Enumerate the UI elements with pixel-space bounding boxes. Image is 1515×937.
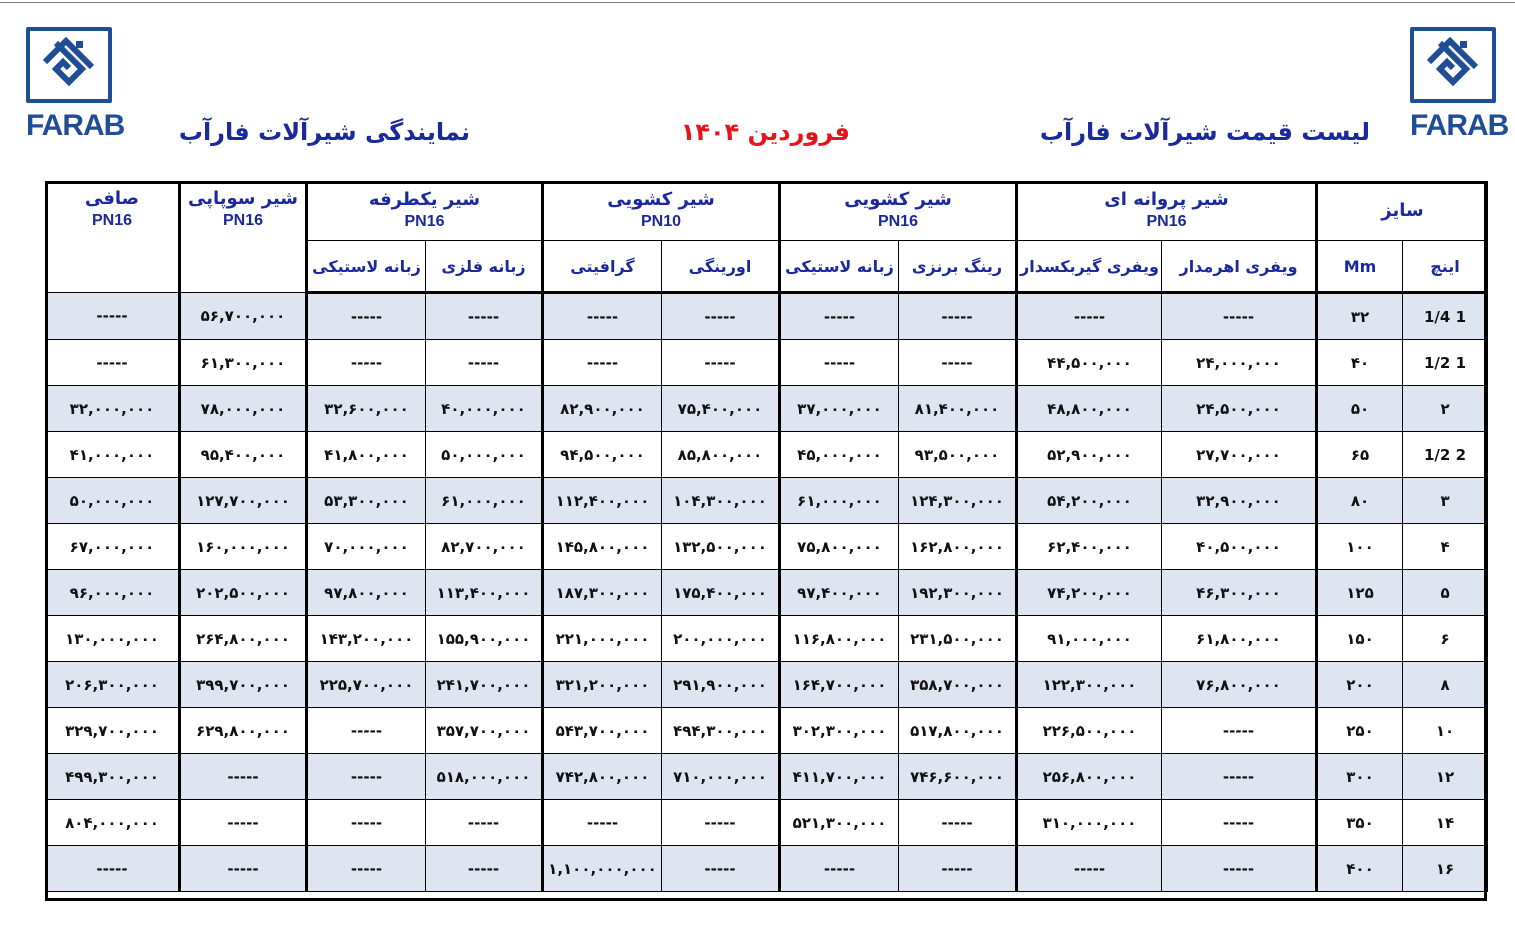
price-cell: ۱۸۷,۳۰۰,۰۰۰ bbox=[543, 570, 662, 616]
table-row bbox=[46, 524, 1488, 570]
price-cell: ۷۰,۰۰۰,۰۰۰ bbox=[307, 524, 426, 570]
size-mm-cell: ۳۲ bbox=[1317, 293, 1403, 340]
size-mm-cell: ۶۵ bbox=[1317, 432, 1403, 478]
price-cell: ۱,۱۰۰,۰۰۰,۰۰۰ bbox=[543, 846, 662, 892]
price-cell: ۳۲۱,۲۰۰,۰۰۰ bbox=[543, 662, 662, 708]
price-cell: ۱۷۵,۴۰۰,۰۰۰ bbox=[662, 570, 780, 616]
size-header-label: سایز bbox=[1381, 200, 1424, 221]
price-cell: ۲۶۴,۸۰۰,۰۰۰ bbox=[180, 616, 307, 662]
price-cell: ۷۱۰,۰۰۰,۰۰۰ bbox=[662, 754, 780, 800]
table-row bbox=[46, 293, 1488, 340]
price-cell: ۲۴,۰۰۰,۰۰۰ bbox=[1162, 340, 1317, 386]
price-cell: ----- bbox=[1017, 293, 1162, 340]
price-cell: ----- bbox=[180, 800, 307, 846]
size-mm-cell: ۴۰ bbox=[1317, 340, 1403, 386]
size-inch-cell: ۸ bbox=[1403, 662, 1488, 708]
price-cell: ----- bbox=[307, 708, 426, 754]
price-cell: ۷۴۲,۸۰۰,۰۰۰ bbox=[543, 754, 662, 800]
price-list-date: فروردین ۱۴۰۴ bbox=[680, 118, 850, 146]
logo-text: FARAB bbox=[26, 109, 125, 142]
price-cell: ۹۷,۸۰۰,۰۰۰ bbox=[307, 570, 426, 616]
price-cell: ۸۲,۷۰۰,۰۰۰ bbox=[426, 524, 543, 570]
price-table-body bbox=[46, 293, 1488, 892]
price-cell: ۷۴۶,۶۰۰,۰۰۰ bbox=[899, 754, 1017, 800]
size-mm-cell: ۳۵۰ bbox=[1317, 800, 1403, 846]
table-row bbox=[46, 616, 1488, 662]
table-row bbox=[46, 478, 1488, 524]
price-cell: ----- bbox=[180, 754, 307, 800]
price-cell: ۴۴,۵۰۰,۰۰۰ bbox=[1017, 340, 1162, 386]
price-cell: ----- bbox=[543, 800, 662, 846]
price-cell: ۶۱,۰۰۰,۰۰۰ bbox=[780, 478, 899, 524]
price-cell: ۹۷,۴۰۰,۰۰۰ bbox=[780, 570, 899, 616]
price-cell: ۹۶,۰۰۰,۰۰۰ bbox=[46, 570, 180, 616]
price-cell: ۲۳۱,۵۰۰,۰۰۰ bbox=[899, 616, 1017, 662]
price-cell: ----- bbox=[307, 846, 426, 892]
table-row bbox=[46, 800, 1488, 846]
price-cell: ۱۹۲,۳۰۰,۰۰۰ bbox=[899, 570, 1017, 616]
price-cell: ----- bbox=[899, 293, 1017, 340]
size-inch-cell: ۶ bbox=[1403, 616, 1488, 662]
subheader: زبانه لاستیکی bbox=[307, 241, 426, 293]
subheader: ویفری اهرمدار bbox=[1162, 241, 1317, 293]
price-cell: ۶۱,۸۰۰,۰۰۰ bbox=[1162, 616, 1317, 662]
size-mm-cell: ۳۰۰ bbox=[1317, 754, 1403, 800]
price-cell: ۵۳,۳۰۰,۰۰۰ bbox=[307, 478, 426, 524]
price-cell: ۴۹۴,۳۰۰,۰۰۰ bbox=[662, 708, 780, 754]
price-cell: ۳۵۷,۷۰۰,۰۰۰ bbox=[426, 708, 543, 754]
size-inch-cell: ۱۶ bbox=[1403, 846, 1488, 892]
group-header bbox=[780, 182, 1017, 241]
price-cell: ۱۰۴,۳۰۰,۰۰۰ bbox=[662, 478, 780, 524]
group-title: شیر کشویی bbox=[844, 189, 952, 210]
price-cell: ۵۴۳,۷۰۰,۰۰۰ bbox=[543, 708, 662, 754]
group-pn: PN16 bbox=[1146, 213, 1187, 230]
size-mm-cell: ۱۵۰ bbox=[1317, 616, 1403, 662]
price-cell: ۹۵,۴۰۰,۰۰۰ bbox=[180, 432, 307, 478]
price-cell: ۴۱,۰۰۰,۰۰۰ bbox=[46, 432, 180, 478]
price-cell: ----- bbox=[426, 846, 543, 892]
subheader: ویفری گیربکسدار bbox=[1017, 241, 1162, 293]
price-cell: ۴۶,۳۰۰,۰۰۰ bbox=[1162, 570, 1317, 616]
group-title: شیر کشویی bbox=[607, 189, 715, 210]
price-cell: ----- bbox=[1162, 846, 1317, 892]
subheader: اینچ bbox=[1403, 241, 1488, 293]
price-cell: ----- bbox=[46, 293, 180, 340]
size-inch-cell: ۳ bbox=[1403, 478, 1488, 524]
size-inch-cell: ۱۰ bbox=[1403, 708, 1488, 754]
price-cell: ۲۲۵,۷۰۰,۰۰۰ bbox=[307, 662, 426, 708]
price-cell: ۴۱۱,۷۰۰,۰۰۰ bbox=[780, 754, 899, 800]
group-header bbox=[543, 182, 780, 241]
price-cell: ----- bbox=[662, 340, 780, 386]
group-pn: PN16 bbox=[877, 213, 919, 230]
price-cell: ۳۲,۰۰۰,۰۰۰ bbox=[46, 386, 180, 432]
size-mm-cell: ۸۰ bbox=[1317, 478, 1403, 524]
size-inch-cell: ۱۲ bbox=[1403, 754, 1488, 800]
page-title: لیست قیمت شیرآلات فارآب bbox=[1039, 118, 1370, 146]
group-header bbox=[180, 182, 307, 293]
price-cell: ۲۰۶,۳۰۰,۰۰۰ bbox=[46, 662, 180, 708]
subheader: Mm bbox=[1317, 241, 1403, 293]
subheader: گرافیتی bbox=[543, 241, 662, 293]
size-inch-cell: 1 1/2 bbox=[1403, 340, 1488, 386]
group-pn: PN16 bbox=[404, 213, 445, 230]
table-row bbox=[46, 386, 1488, 432]
subheader: زبانه لاستیکی bbox=[780, 241, 899, 293]
price-cell: ----- bbox=[662, 800, 780, 846]
price-cell: ۳۲,۶۰۰,۰۰۰ bbox=[307, 386, 426, 432]
size-header bbox=[1317, 182, 1488, 241]
price-cell: ۳۱۰,۰۰۰,۰۰۰ bbox=[1017, 800, 1162, 846]
price-cell: ۹۴,۵۰۰,۰۰۰ bbox=[543, 432, 662, 478]
price-cell: ۴۸,۸۰۰,۰۰۰ bbox=[1017, 386, 1162, 432]
price-cell: ۱۲۴,۳۰۰,۰۰۰ bbox=[899, 478, 1017, 524]
table-row bbox=[46, 662, 1488, 708]
group-title: شیر سوپاپی bbox=[188, 188, 298, 209]
price-cell: ----- bbox=[307, 800, 426, 846]
price-cell: ۴۱,۸۰۰,۰۰۰ bbox=[307, 432, 426, 478]
price-cell: ۳۲۹,۷۰۰,۰۰۰ bbox=[46, 708, 180, 754]
price-cell: ۲۴,۵۰۰,۰۰۰ bbox=[1162, 386, 1317, 432]
price-cell: ۱۳۰,۰۰۰,۰۰۰ bbox=[46, 616, 180, 662]
price-cell: ----- bbox=[426, 293, 543, 340]
group-title: صافی bbox=[84, 188, 140, 209]
group-pn: PN16 bbox=[222, 212, 264, 229]
size-mm-cell: ۴۰۰ bbox=[1317, 846, 1403, 892]
price-cell: ----- bbox=[780, 340, 899, 386]
price-cell: ۲۵۶,۸۰۰,۰۰۰ bbox=[1017, 754, 1162, 800]
price-cell: ----- bbox=[780, 293, 899, 340]
price-cell: ۱۶۲,۸۰۰,۰۰۰ bbox=[899, 524, 1017, 570]
price-cell: ۵۴,۲۰۰,۰۰۰ bbox=[1017, 478, 1162, 524]
price-cell: ----- bbox=[662, 846, 780, 892]
group-pn: PN10 bbox=[640, 213, 682, 230]
price-cell: ----- bbox=[899, 340, 1017, 386]
price-cell: ۱۲۲,۳۰۰,۰۰۰ bbox=[1017, 662, 1162, 708]
size-inch-cell: ۲ bbox=[1403, 386, 1488, 432]
price-cell: ۳۲,۹۰۰,۰۰۰ bbox=[1162, 478, 1317, 524]
subheader: رینگ برنزی bbox=[899, 241, 1017, 293]
agency-title: نمایندگی شیرآلات فارآب bbox=[178, 118, 470, 146]
price-cell: ----- bbox=[1162, 293, 1317, 340]
price-cell: ۵۲۱,۳۰۰,۰۰۰ bbox=[780, 800, 899, 846]
price-cell: ۸۲,۹۰۰,۰۰۰ bbox=[543, 386, 662, 432]
price-cell: ۷۵,۸۰۰,۰۰۰ bbox=[780, 524, 899, 570]
price-cell: ۹۳,۵۰۰,۰۰۰ bbox=[899, 432, 1017, 478]
table-row bbox=[46, 708, 1488, 754]
price-cell: ۶۱,۳۰۰,۰۰۰ bbox=[180, 340, 307, 386]
size-mm-cell: ۵۰ bbox=[1317, 386, 1403, 432]
price-cell: ۳۰۲,۳۰۰,۰۰۰ bbox=[780, 708, 899, 754]
price-cell: ۷۶,۸۰۰,۰۰۰ bbox=[1162, 662, 1317, 708]
price-cell: ۱۶۴,۷۰۰,۰۰۰ bbox=[780, 662, 899, 708]
price-cell: ----- bbox=[662, 293, 780, 340]
price-cell: ۱۲۷,۷۰۰,۰۰۰ bbox=[180, 478, 307, 524]
size-inch-cell: ۴ bbox=[1403, 524, 1488, 570]
price-cell: ----- bbox=[1162, 754, 1317, 800]
price-cell: ۳۵۸,۷۰۰,۰۰۰ bbox=[899, 662, 1017, 708]
price-cell: ----- bbox=[307, 293, 426, 340]
size-mm-cell: ۲۵۰ bbox=[1317, 708, 1403, 754]
subheader: زبانه فلزی bbox=[426, 241, 543, 293]
price-cell: ۱۵۵,۹۰۰,۰۰۰ bbox=[426, 616, 543, 662]
size-inch-cell: ۱۴ bbox=[1403, 800, 1488, 846]
price-cell: ----- bbox=[899, 800, 1017, 846]
price-cell: ۷۸,۰۰۰,۰۰۰ bbox=[180, 386, 307, 432]
price-cell: ----- bbox=[543, 340, 662, 386]
price-cell: ۲۰۲,۵۰۰,۰۰۰ bbox=[180, 570, 307, 616]
price-cell: ----- bbox=[307, 754, 426, 800]
price-cell: ----- bbox=[180, 846, 307, 892]
price-cell: ۱۴۳,۲۰۰,۰۰۰ bbox=[307, 616, 426, 662]
table-row bbox=[46, 432, 1488, 478]
price-cell: ۴۵,۰۰۰,۰۰۰ bbox=[780, 432, 899, 478]
price-cell: ----- bbox=[46, 846, 180, 892]
price-cell: ۶۱,۰۰۰,۰۰۰ bbox=[426, 478, 543, 524]
table-row bbox=[46, 340, 1488, 386]
price-cell: ۸۱,۴۰۰,۰۰۰ bbox=[899, 386, 1017, 432]
size-inch-cell: 2 1/2 bbox=[1403, 432, 1488, 478]
price-cell: ----- bbox=[307, 340, 426, 386]
size-mm-cell: ۲۰۰ bbox=[1317, 662, 1403, 708]
price-cell: ----- bbox=[1017, 846, 1162, 892]
logo-text: FARAB bbox=[1410, 109, 1509, 142]
table-row bbox=[46, 570, 1488, 616]
price-cell: ۷۵,۴۰۰,۰۰۰ bbox=[662, 386, 780, 432]
price-cell: ۴۰,۵۰۰,۰۰۰ bbox=[1162, 524, 1317, 570]
size-inch-cell: 1 1/4 bbox=[1403, 293, 1488, 340]
farab-mark-icon bbox=[1416, 33, 1490, 97]
price-cell: ۹۱,۰۰۰,۰۰۰ bbox=[1017, 616, 1162, 662]
price-cell: ----- bbox=[780, 846, 899, 892]
price-cell: ۲۰۰,۰۰۰,۰۰۰ bbox=[662, 616, 780, 662]
price-cell: ۲۴۱,۷۰۰,۰۰۰ bbox=[426, 662, 543, 708]
table-row bbox=[46, 754, 1488, 800]
price-cell: ۲۲۶,۵۰۰,۰۰۰ bbox=[1017, 708, 1162, 754]
price-cell: ۷۴,۲۰۰,۰۰۰ bbox=[1017, 570, 1162, 616]
price-cell: ۵۰,۰۰۰,۰۰۰ bbox=[46, 478, 180, 524]
price-cell: ----- bbox=[426, 800, 543, 846]
price-cell: ۸۵,۸۰۰,۰۰۰ bbox=[662, 432, 780, 478]
group-header bbox=[46, 182, 180, 293]
price-cell: ۱۳۲,۵۰۰,۰۰۰ bbox=[662, 524, 780, 570]
price-cell: ۴۹۹,۳۰۰,۰۰۰ bbox=[46, 754, 180, 800]
group-header bbox=[1017, 182, 1317, 241]
price-cell: ۳۹۹,۷۰۰,۰۰۰ bbox=[180, 662, 307, 708]
size-mm-cell: ۱۲۵ bbox=[1317, 570, 1403, 616]
price-cell: ----- bbox=[1162, 708, 1317, 754]
top-rule bbox=[0, 2, 1515, 3]
group-title: شیر پروانه ای bbox=[1104, 189, 1229, 210]
price-cell: ۴۰,۰۰۰,۰۰۰ bbox=[426, 386, 543, 432]
price-cell: ۱۱۶,۸۰۰,۰۰۰ bbox=[780, 616, 899, 662]
price-cell: ۲۲۱,۰۰۰,۰۰۰ bbox=[543, 616, 662, 662]
price-cell: ۵۱۸,۰۰۰,۰۰۰ bbox=[426, 754, 543, 800]
price-cell: ۸۰۴,۰۰۰,۰۰۰ bbox=[46, 800, 180, 846]
price-cell: ۶۲۹,۸۰۰,۰۰۰ bbox=[180, 708, 307, 754]
price-table bbox=[45, 181, 1488, 892]
price-cell: ۶۷,۰۰۰,۰۰۰ bbox=[46, 524, 180, 570]
price-cell: ۵۶,۷۰۰,۰۰۰ bbox=[180, 293, 307, 340]
price-cell: ----- bbox=[1162, 800, 1317, 846]
price-cell: ۱۱۲,۴۰۰,۰۰۰ bbox=[543, 478, 662, 524]
size-inch-cell: ۵ bbox=[1403, 570, 1488, 616]
price-cell: ----- bbox=[899, 846, 1017, 892]
table-row bbox=[46, 846, 1488, 892]
price-cell: ۲۷,۷۰۰,۰۰۰ bbox=[1162, 432, 1317, 478]
price-cell: ۱۴۵,۸۰۰,۰۰۰ bbox=[543, 524, 662, 570]
price-cell: ۲۹۱,۹۰۰,۰۰۰ bbox=[662, 662, 780, 708]
price-cell: ۱۱۳,۴۰۰,۰۰۰ bbox=[426, 570, 543, 616]
price-cell: ۵۲,۹۰۰,۰۰۰ bbox=[1017, 432, 1162, 478]
subheader: اورینگی bbox=[662, 241, 780, 293]
size-mm-cell: ۱۰۰ bbox=[1317, 524, 1403, 570]
group-header bbox=[307, 182, 543, 241]
price-cell: ۵۱۷,۸۰۰,۰۰۰ bbox=[899, 708, 1017, 754]
farab-mark-icon bbox=[32, 33, 106, 97]
price-cell: ۶۲,۴۰۰,۰۰۰ bbox=[1017, 524, 1162, 570]
price-cell: ۱۶۰,۰۰۰,۰۰۰ bbox=[180, 524, 307, 570]
group-pn: PN16 bbox=[91, 212, 133, 229]
price-cell: ۵۰,۰۰۰,۰۰۰ bbox=[426, 432, 543, 478]
price-cell: ----- bbox=[543, 293, 662, 340]
price-cell: ۳۷,۰۰۰,۰۰۰ bbox=[780, 386, 899, 432]
group-title: شیر یکطرفه bbox=[368, 189, 481, 210]
price-cell: ----- bbox=[426, 340, 543, 386]
price-cell: ----- bbox=[46, 340, 180, 386]
